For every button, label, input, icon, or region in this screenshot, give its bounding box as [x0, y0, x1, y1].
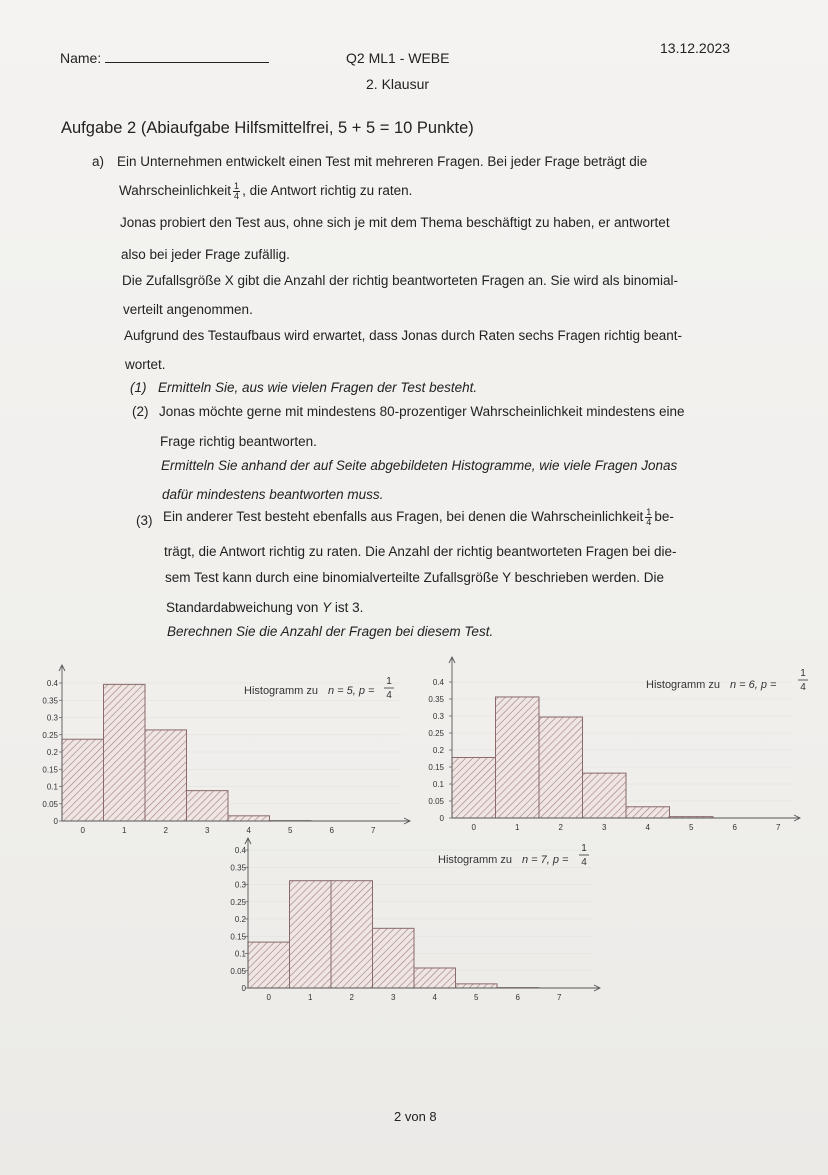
- exam-number: 2. Klausur: [366, 76, 430, 92]
- y-tick-label: 0.4: [234, 846, 246, 855]
- histogram-2: [428, 657, 808, 832]
- y-tick-label: 0.1: [234, 949, 246, 959]
- sub3-line-5: Berechnen Sie die Anzahl der Fragen bei diesem Test.: [167, 624, 494, 639]
- histogram-title-label: Histogramm zu: [438, 854, 512, 866]
- histogram-title-frac-den: 4: [581, 857, 587, 868]
- x-tick-label: 7: [371, 826, 376, 835]
- course-code: Q2 ML1 - WEBE: [346, 50, 450, 66]
- y-tick-label: 0.1: [46, 782, 58, 792]
- exam-date: 13.12.2023: [660, 40, 731, 56]
- histogram-bar: [248, 942, 290, 988]
- histogram-1: [42, 665, 410, 835]
- y-tick-label: 0.25: [42, 730, 58, 740]
- text-line-1: Ein Unternehmen entwickelt einen Test mit mehreren Fragen. Bei jeder Frage beträgt die: [117, 154, 648, 169]
- y-tick-label: 0.15: [42, 765, 58, 775]
- sub2-line-2: Frage richtig beantworten.: [160, 434, 317, 449]
- histogram-bar: [290, 881, 332, 988]
- text-line-2b: , die Antwort richtig zu raten.: [242, 183, 413, 199]
- y-tick-label: 0.2: [234, 915, 246, 924]
- histogram-title-label: Histogramm zu: [646, 679, 720, 691]
- x-tick-label: 1: [122, 826, 127, 835]
- y-tick-label: 0.3: [234, 880, 246, 890]
- x-tick-label: 6: [515, 993, 520, 1002]
- x-tick-label: 4: [645, 823, 650, 832]
- x-tick-label: 1: [515, 823, 520, 832]
- histogram-bar: [145, 730, 187, 821]
- text-line-6: verteilt angenommen.: [123, 302, 253, 317]
- x-tick-label: 1: [308, 993, 313, 1002]
- histogram-title-frac-den: 4: [386, 690, 392, 701]
- text-line-2a: Wahrscheinlichkeit: [119, 183, 232, 199]
- part-a-label: a): [92, 154, 105, 169]
- task-title-rest: (Abiaufgabe Hilfsmittelfrei, 5 + 5 = 10 Punkte): [140, 119, 474, 137]
- sub3-label: (3): [136, 513, 153, 528]
- x-tick-label: 0: [266, 993, 271, 1002]
- text-line-3: Jonas probiert den Test aus, ohne sich je mit dem Thema beschäftigt zu haben, er antwortet: [120, 215, 670, 230]
- y-tick-label: 0: [241, 984, 246, 993]
- x-tick-label: 5: [474, 993, 479, 1002]
- histogram-bar: [187, 791, 229, 821]
- sub1-text: Ermitteln Sie, aus wie vielen Fragen der Test besteht.: [158, 380, 478, 395]
- y-tick-label: 0.05: [42, 799, 58, 809]
- histogram-title-frac-den: 4: [800, 682, 806, 693]
- y-tick-label: 0: [439, 814, 444, 823]
- histogram-title-params: n = 6, p =: [730, 679, 777, 691]
- y-tick-label: 0.2: [432, 746, 444, 755]
- y-tick-label: 0.3: [46, 713, 58, 723]
- text-line-5: Die Zufallsgröße X gibt die Anzahl der richtig beantworteten Fragen an. Sie wird als binomial-: [122, 273, 679, 288]
- sub3-line-1a: Ein anderer Test besteht ebenfalls aus Fragen, bei denen die Wahrscheinlichkeit: [163, 509, 644, 525]
- histogram-bar: [331, 881, 373, 988]
- x-tick-label: 3: [602, 823, 607, 832]
- histogram-title-label: Histogramm zu: [244, 685, 318, 697]
- y-tick-label: 0.2: [46, 748, 58, 757]
- x-tick-label: 2: [163, 826, 168, 835]
- sub3-line-1b: be-: [654, 509, 674, 525]
- sub2-line-3: Ermitteln Sie anhand der auf Seite abgebildeten Histogramme, wie viele Fragen Jonas: [161, 458, 678, 473]
- sub3-line-4c: ist 3.: [331, 600, 364, 615]
- y-tick-label: 0.15: [230, 932, 246, 942]
- sub3-line-2: trägt, die Antwort richtig zu raten. Die Anzahl der richtig beantworteten Fragen bei die-: [164, 544, 677, 559]
- y-tick-label: 0: [53, 817, 58, 826]
- task-title-bold: Aufgabe 2: [61, 119, 137, 137]
- x-tick-label: 0: [80, 826, 85, 835]
- y-tick-label: 0.35: [428, 695, 444, 704]
- histogram-bar: [373, 928, 415, 988]
- x-tick-label: 3: [391, 993, 396, 1002]
- histogram-title-frac-num: 1: [800, 668, 806, 679]
- histogram-title-params: n = 7, p =: [522, 854, 569, 866]
- y-tick-label: 0.3: [432, 712, 444, 721]
- y-tick-label: 0.4: [432, 678, 444, 687]
- x-tick-label: 6: [732, 823, 737, 832]
- name-label: Name:: [60, 50, 102, 66]
- y-tick-label: 0.25: [230, 897, 246, 907]
- histogram-bar: [496, 697, 540, 818]
- x-tick-label: 5: [689, 823, 694, 832]
- y-tick-label: 0.25: [428, 729, 444, 738]
- histogram-bar: [539, 717, 583, 818]
- y-tick-label: 0.1: [432, 780, 444, 789]
- y-tick-label: 0.05: [230, 966, 246, 976]
- x-tick-label: 2: [558, 823, 563, 832]
- fraction-denominator: 4: [234, 191, 240, 201]
- histogram-title-frac-num: 1: [581, 843, 587, 854]
- y-tick-label: 0.05: [428, 797, 444, 806]
- sub3-line-4a: Standardabweichung von: [166, 600, 323, 615]
- sub2-line-1: Jonas möchte gerne mit mindestens 80-prozentiger Wahrscheinlichkeit mindestens eine: [159, 404, 685, 419]
- histogram-bar: [414, 968, 456, 988]
- sub3-line-3: sem Test kann durch eine binomialverteilte Zufallsgröße Y beschrieben werden. Die: [165, 570, 665, 585]
- histogram-title-params: n = 5, p =: [328, 685, 375, 697]
- x-tick-label: 7: [557, 993, 562, 1002]
- histogram-bar: [583, 773, 627, 818]
- x-tick-label: 3: [205, 826, 210, 835]
- x-tick-label: 2: [349, 993, 354, 1002]
- y-tick-label: 0.35: [230, 863, 246, 873]
- text-line-8: wortet.: [125, 357, 166, 372]
- fraction-denominator-2: 4: [646, 517, 652, 527]
- histogram-bar: [62, 739, 104, 821]
- x-tick-label: 4: [246, 826, 251, 835]
- histogram-title-frac-num: 1: [386, 676, 392, 687]
- x-tick-label: 7: [776, 823, 781, 832]
- histogram-bar: [452, 757, 496, 818]
- y-tick-label: 0.4: [46, 679, 58, 688]
- sub3-line-4b: Y: [322, 600, 332, 615]
- text-line-4: also bei jeder Frage zufällig.: [121, 247, 290, 262]
- y-tick-label: 0.15: [428, 763, 444, 772]
- text-line-7: Aufgrund des Testaufbaus wird erwartet, dass Jonas durch Raten sechs Fragen richtig beant-: [124, 328, 683, 343]
- page-number: 2 von 8: [394, 1109, 437, 1124]
- fraction-numerator: 1: [234, 181, 240, 191]
- fraction-numerator-2: 1: [646, 507, 652, 517]
- histogram-3: [230, 838, 600, 1002]
- histogram-bar: [626, 807, 670, 818]
- x-tick-label: 0: [471, 823, 476, 832]
- histogram-bar: [456, 984, 498, 988]
- sub2-label: (2): [132, 404, 149, 419]
- histogram-bar: [228, 816, 270, 821]
- histogram-bar: [104, 684, 146, 821]
- x-tick-label: 5: [288, 826, 293, 835]
- sub2-line-4: dafür mindestens beantworten muss.: [162, 487, 384, 502]
- sub1-label: (1): [130, 380, 147, 395]
- y-tick-label: 0.35: [42, 696, 58, 706]
- x-tick-label: 6: [329, 826, 334, 835]
- x-tick-label: 4: [432, 993, 437, 1002]
